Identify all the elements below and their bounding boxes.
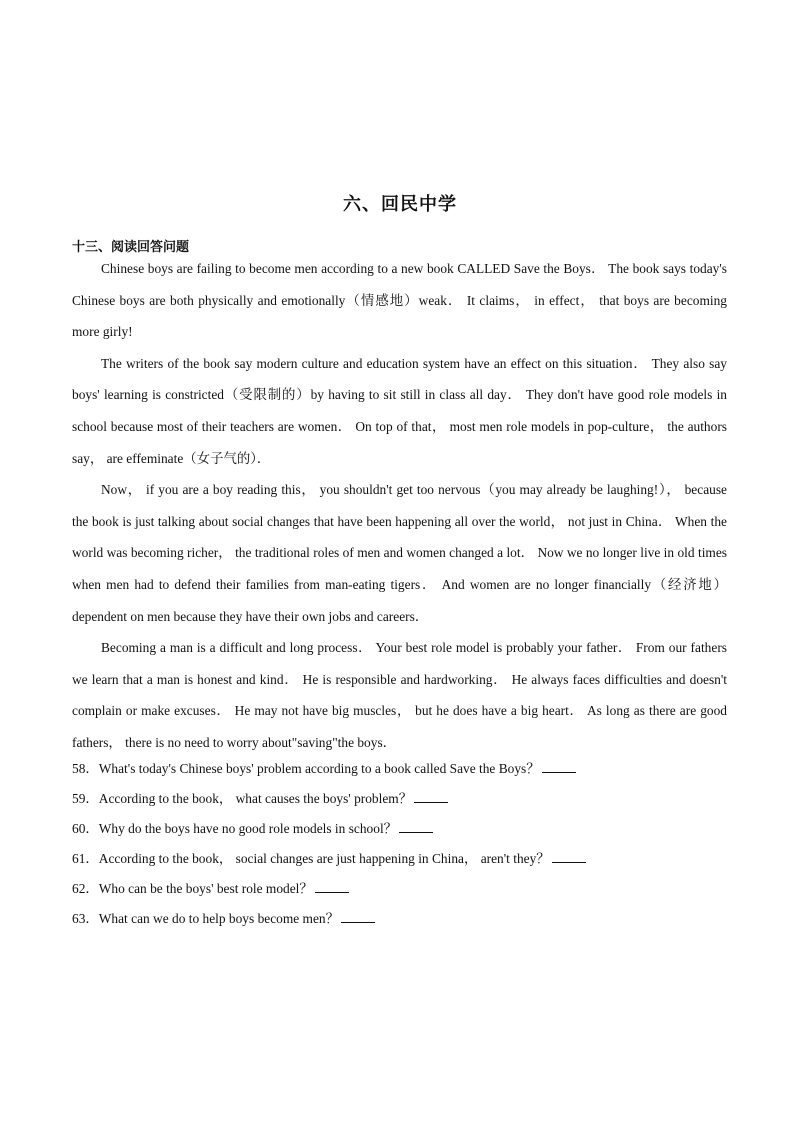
answer-blank[interactable] (315, 880, 349, 893)
question-text: 62．Who can be the boys' best role model？ (72, 881, 313, 896)
passage-paragraph: Becoming a man is a difficult and long process． Your best role model is probably your father． From our fathers we learn that a man is honest and kind． He is responsible and hardworking． He always faces difficulties and doesn't complain or make excuses． He may not have big muscles， but he does have a big heart． As long as there are good fathers， there is no need to worry about"saving"the boys． (72, 640, 727, 750)
question-text: 58．What's today's Chinese boys' problem according to a book called Save the Boys？ (72, 761, 540, 776)
answer-blank[interactable] (414, 790, 448, 803)
answer-blank[interactable] (542, 760, 576, 773)
section-heading: 十三、阅读回答问题 (72, 240, 190, 255)
question-text: 60．Why do the boys have no good role models in school？ (72, 821, 398, 836)
question-list (72, 754, 727, 934)
answer-blank[interactable] (399, 820, 433, 833)
question-text: 61．According to the book， social changes are just happening in China， aren't they？ (72, 851, 550, 866)
question-item (72, 754, 727, 784)
question-item (72, 784, 727, 814)
question-item (72, 904, 727, 934)
question-text: 63．What can we do to help boys become men？ (72, 911, 339, 926)
question-item (72, 874, 727, 904)
question-item (72, 814, 727, 844)
question-text: 59．According to the book， what causes the boys' problem？ (72, 791, 413, 806)
question-item (72, 844, 727, 874)
answer-blank[interactable] (552, 850, 586, 863)
reading-passage (72, 253, 727, 759)
passage-paragraph: Now， if you are a boy reading this， you shouldn't get too nervous（you may already be laughing!）， because the book is just talking about social changes that have been happening all over the world， not just in China． When the world was becoming richer， the traditional roles of men and women changed a lot． Now we no longer live in old times when men had to defend their families from man‑eating tigers． And women are no longer financially（经济地）dependent on men because they have their own jobs and careers． (72, 482, 727, 624)
answer-blank[interactable] (341, 910, 375, 923)
page-title: 六、回民中学 (343, 194, 457, 215)
passage-paragraph: The writers of the book say modern culture and education system have an effect on this situation． They also say boys' learning is constricted（受限制的）by having to sit still in class all day． They don't have good role models in school because most of their teachers are women． On top of that， most men role models in pop‑culture， the authors say， are effeminate（女子气的）． (72, 355, 727, 466)
passage-paragraph: Chinese boys are failing to become men according to a new book CALLED Save the Boys． The book says today's Chinese boys are both physically and emotionally（情感地）weak． It claims， in effect， that boys are becoming more girly! (72, 261, 727, 340)
